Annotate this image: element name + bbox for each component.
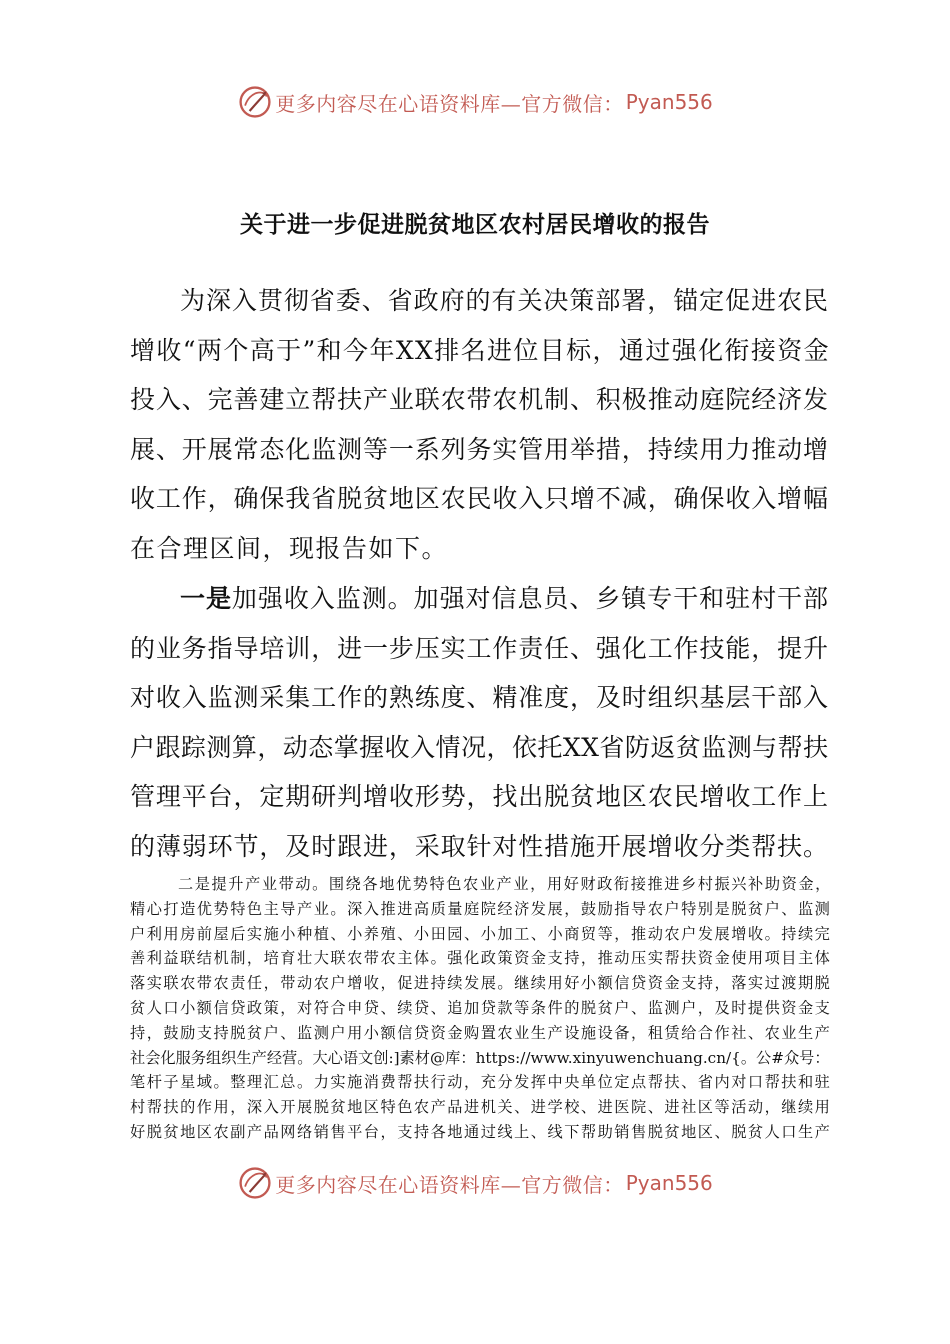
- document-title: 关于进一步促进脱贫地区农村居民增收的报告: [240, 212, 710, 238]
- text-line: 善利益联结机制，培育壮大联农带农主体。强化政策资金支持，推动压实帮扶资金使用项目主体: [130, 949, 832, 968]
- footer-banner-text: 更多内容尽在心语资料库—官方微信：: [275, 1172, 624, 1197]
- paragraph-income-monitoring: [130, 574, 830, 872]
- header-banner: [0, 80, 950, 124]
- text-line: 落实联农带农责任，带动农户增收，促进持续发展。继续用好小额信贷资金支持，落实过渡期脱: [130, 974, 832, 993]
- text-line: 贫人口小额信贷政策，对符合申贷、续贷、追加贷款等条件的脱贫户、监测户，及时提供资金支: [130, 998, 832, 1017]
- text-line: 管理平台，定期研判增收形势，找出脱贫地区农民增收工作上: [130, 782, 829, 812]
- quill-logo-icon: [237, 1165, 273, 1201]
- paragraph-industry: [130, 872, 830, 1145]
- paragraph-intro: [130, 276, 830, 574]
- text-line: 在合理区间，现报告如下。: [130, 533, 449, 563]
- text-line: 户利用房前屋后实施小种植、小养殖、小田园、小加工、小商贸等，推动农户发展增收。持续完: [130, 924, 832, 943]
- header-banner-id: Pyan556: [625, 90, 713, 114]
- text-line: 精心打造优势特色主导产业。深入推进高质量庭院经济发展，鼓励指导农户特别是脱贫户、监测: [130, 899, 832, 918]
- text-line-rest: 加强收入监测。加强对信息员、乡镇专干和驻村干部: [231, 584, 829, 613]
- text-line: 的业务指导培训，进一步压实工作责任、强化工作技能，提升: [130, 633, 829, 663]
- text-line: 投入、完善建立帮扶产业联农带农机制、积极推动庭院经济发: [130, 385, 829, 415]
- text-line: 收工作，确保我省脱贫地区农民收入只增不减，确保收入增幅: [130, 484, 829, 514]
- text-line: 展、开展常态化监测等一系列务实管用举措，持续用力推动增: [130, 434, 829, 464]
- text-line: 户跟踪测算，动态掌握收入情况，依托XX省防返贫监测与帮扶: [130, 732, 829, 762]
- text-line: 持，鼓励支持脱贫户、监测户用小额信贷资金购置农业生产设施设备，租赁给合作社、农业生产: [130, 1023, 832, 1042]
- text-line: 社会化服务组织生产经营。大心语文创:]素材@库：https://www.xinyuwenchuang.cn/{。公#众号：: [130, 1048, 830, 1067]
- footer-banner-id: Pyan556: [625, 1171, 713, 1195]
- quill-logo-icon: [237, 84, 273, 120]
- text-line: 村帮扶的作用，深入开展脱贫地区特色农产品进机关、进学校、进医院、进社区等活动，继续用: [130, 1098, 832, 1117]
- text-line: 笔杆子星域。整理汇总。力实施消费帮扶行动，充分发挥中央单位定点帮扶、省内对口帮扶和驻: [130, 1073, 832, 1092]
- text-line: 二是提升产业带动。围绕各地优势特色农业产业，用好财政衔接推进乡村振兴补助资金，: [178, 875, 832, 893]
- text-line: 对收入监测采集工作的熟练度、精准度，及时组织基层干部入: [130, 683, 829, 713]
- text-line: 为深入贯彻省委、省政府的有关决策部署，锚定促进农民: [180, 286, 829, 315]
- text-line: 的薄弱环节，及时跟进，采取针对性措施开展增收分类帮扶。: [130, 831, 829, 861]
- section-lead: 一是: [180, 584, 232, 613]
- footer-banner: [0, 1161, 950, 1205]
- text-line: 增收“两个高于”和今年XX排名进位目标，通过强化衔接资金: [130, 335, 831, 365]
- header-banner-text: 更多内容尽在心语资料库—官方微信：: [275, 91, 624, 116]
- text-line: [130, 574, 830, 624]
- text-line: 好脱贫地区农副产品网络销售平台，支持各地通过线上、线下帮助销售脱贫地区、脱贫人口生产: [130, 1122, 832, 1141]
